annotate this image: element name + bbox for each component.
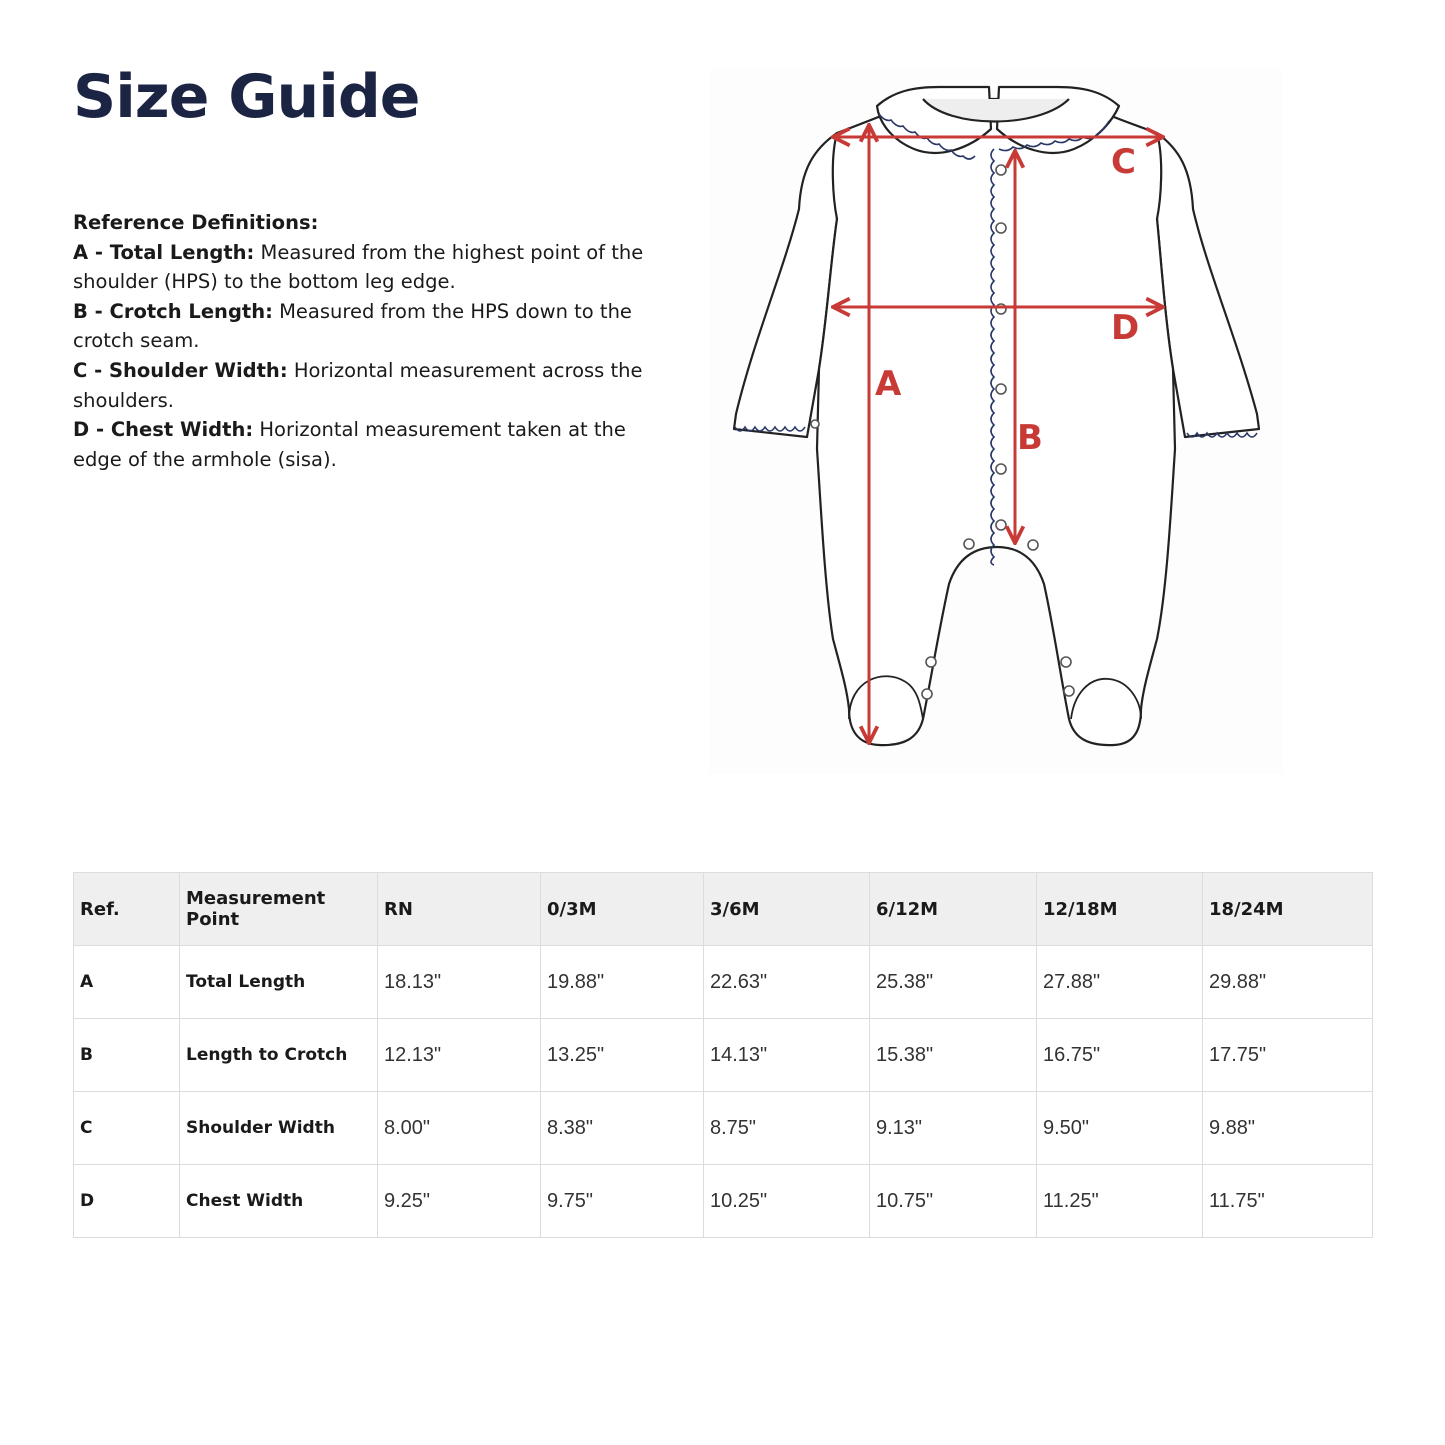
label-a: A bbox=[875, 364, 902, 404]
value-cell: 9.25" bbox=[378, 1165, 541, 1238]
definition-term: B - Crotch Length: bbox=[73, 299, 273, 323]
table-row bbox=[74, 946, 1373, 1019]
size-table bbox=[73, 872, 1373, 1238]
measurement-point-cell: Length to Crotch bbox=[180, 1019, 378, 1092]
page-title: Size Guide bbox=[73, 62, 420, 132]
value-cell: 14.13" bbox=[704, 1019, 870, 1092]
garment-diagram bbox=[709, 69, 1283, 774]
definition-term: A - Total Length: bbox=[73, 240, 255, 264]
value-cell: 16.75" bbox=[1037, 1019, 1203, 1092]
value-cell: 8.38" bbox=[541, 1092, 704, 1165]
column-header: 6/12M bbox=[870, 873, 1037, 946]
value-cell: 9.13" bbox=[870, 1092, 1037, 1165]
definition-term: D - Chest Width: bbox=[73, 418, 254, 442]
value-cell: 25.38" bbox=[870, 946, 1037, 1019]
definition-d bbox=[73, 415, 663, 474]
label-c: C bbox=[1111, 142, 1136, 182]
measurement-point-cell: Total Length bbox=[180, 946, 378, 1019]
value-cell: 29.88" bbox=[1203, 946, 1373, 1019]
column-header: 3/6M bbox=[704, 873, 870, 946]
reference-definitions bbox=[73, 208, 663, 474]
value-cell: 22.63" bbox=[704, 946, 870, 1019]
definition-text: Horizontal measurement taken at the edge of the armhole (sisa). bbox=[73, 418, 626, 471]
value-cell: 17.75" bbox=[1203, 1019, 1373, 1092]
body bbox=[817, 99, 1175, 745]
measurement-point-cell: Shoulder Width bbox=[180, 1092, 378, 1165]
value-cell: 8.75" bbox=[704, 1092, 870, 1165]
table-row bbox=[74, 1092, 1373, 1165]
definition-b bbox=[73, 297, 663, 356]
column-header: RN bbox=[378, 873, 541, 946]
value-cell: 9.75" bbox=[541, 1165, 704, 1238]
footed-sleepsuit-illustration bbox=[709, 69, 1283, 774]
column-header: 18/24M bbox=[1203, 873, 1373, 946]
ref-cell: B bbox=[74, 1019, 180, 1092]
value-cell: 12.13" bbox=[378, 1019, 541, 1092]
column-header: Measurement Point bbox=[180, 873, 378, 946]
table-row bbox=[74, 1165, 1373, 1238]
definition-a bbox=[73, 238, 663, 297]
label-d: D bbox=[1111, 308, 1140, 348]
table-row bbox=[74, 1019, 1373, 1092]
definition-c bbox=[73, 356, 663, 415]
ref-cell: D bbox=[74, 1165, 180, 1238]
value-cell: 10.25" bbox=[704, 1165, 870, 1238]
value-cell: 19.88" bbox=[541, 946, 704, 1019]
definitions-heading: Reference Definitions: bbox=[73, 211, 319, 234]
garment-outline bbox=[734, 87, 1259, 745]
ref-cell: C bbox=[74, 1092, 180, 1165]
definition-text: Measured from the HPS down to the crotch seam. bbox=[73, 299, 632, 353]
ref-cell: A bbox=[74, 946, 180, 1019]
label-b: B bbox=[1017, 418, 1043, 458]
measurement-point-cell: Chest Width bbox=[180, 1165, 378, 1238]
value-cell: 13.25" bbox=[541, 1019, 704, 1092]
definition-term: C - Shoulder Width: bbox=[73, 358, 288, 382]
table-header-row bbox=[74, 873, 1373, 946]
value-cell: 11.25" bbox=[1037, 1165, 1203, 1238]
value-cell: 15.38" bbox=[870, 1019, 1037, 1092]
value-cell: 8.00" bbox=[378, 1092, 541, 1165]
definition-text: Horizontal measurement across the shoulders. bbox=[73, 358, 643, 412]
value-cell: 10.75" bbox=[870, 1165, 1037, 1238]
column-header: 0/3M bbox=[541, 873, 704, 946]
column-header: Ref. bbox=[74, 873, 180, 946]
column-header: 12/18M bbox=[1037, 873, 1203, 946]
definition-text: Measured from the highest point of the shoulder (HPS) to the bottom leg edge. bbox=[73, 240, 644, 294]
value-cell: 9.88" bbox=[1203, 1092, 1373, 1165]
value-cell: 18.13" bbox=[378, 946, 541, 1019]
value-cell: 9.50" bbox=[1037, 1092, 1203, 1165]
value-cell: 11.75" bbox=[1203, 1165, 1373, 1238]
value-cell: 27.88" bbox=[1037, 946, 1203, 1019]
